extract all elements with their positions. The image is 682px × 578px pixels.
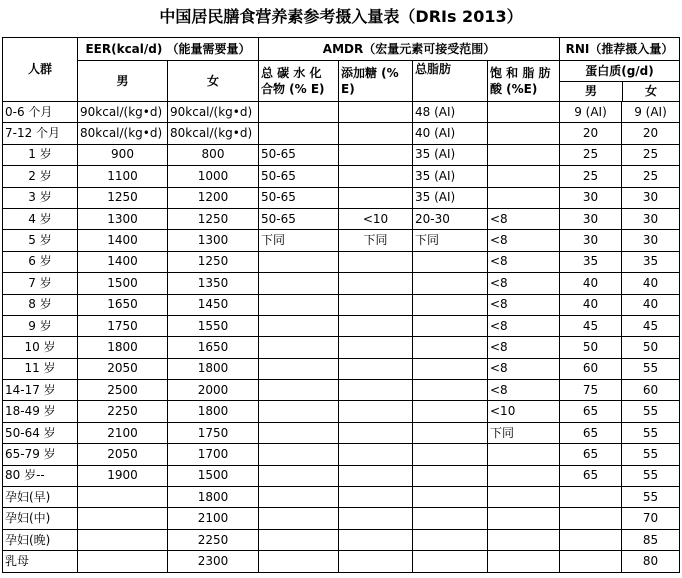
cell-amdr-carb [259, 422, 339, 443]
cell-rni-female: 60 [622, 380, 680, 401]
cell-eer-female: 1450 [168, 294, 259, 315]
cell-eer-male: 2050 [78, 444, 168, 465]
table-row [3, 166, 680, 187]
cell-amdr-sugar [339, 187, 413, 208]
cell-amdr-fat [413, 294, 488, 315]
cell-amdr-sat [488, 465, 560, 486]
header-amdr-carb: 总 碳 水 化 合物 (% E) [259, 61, 339, 102]
cell-eer-female: 1200 [168, 187, 259, 208]
cell-eer-female: 800 [168, 144, 259, 165]
cell-group: 14-17 岁 [3, 380, 78, 401]
cell-eer-female: 1700 [168, 444, 259, 465]
table-row [3, 294, 680, 315]
cell-amdr-sugar [339, 529, 413, 550]
header-amdr-fat: 总脂肪 [413, 61, 488, 102]
cell-amdr-sugar [339, 294, 413, 315]
cell-amdr-fat: 40 (AI) [413, 123, 488, 144]
cell-amdr-sugar [339, 358, 413, 379]
cell-rni-female: 55 [622, 487, 680, 508]
cell-group: 10 岁 [3, 337, 78, 358]
cell-eer-female: 1250 [168, 208, 259, 229]
cell-amdr-carb [259, 337, 339, 358]
cell-rni-female: 55 [622, 358, 680, 379]
cell-amdr-carb [259, 102, 339, 123]
cell-amdr-fat [413, 508, 488, 529]
cell-amdr-sugar [339, 551, 413, 572]
cell-group: 50-64 岁 [3, 422, 78, 443]
cell-amdr-carb [259, 551, 339, 572]
cell-amdr-carb: 50-65 [259, 187, 339, 208]
cell-eer-male: 2250 [78, 401, 168, 422]
cell-rni-male: 30 [560, 187, 622, 208]
cell-eer-male: 2050 [78, 358, 168, 379]
cell-rni-female: 20 [622, 123, 680, 144]
header-eer-male: 男 [78, 61, 168, 102]
table-row [3, 487, 680, 508]
cell-amdr-carb [259, 465, 339, 486]
cell-amdr-carb [259, 273, 339, 294]
cell-amdr-fat [413, 529, 488, 550]
cell-amdr-carb [259, 444, 339, 465]
cell-amdr-fat [413, 487, 488, 508]
cell-group: 18-49 岁 [3, 401, 78, 422]
cell-eer-female: 2250 [168, 529, 259, 550]
cell-eer-female: 1800 [168, 358, 259, 379]
cell-amdr-fat [413, 315, 488, 336]
header-amdr: AMDR（宏量元素可接受范围） [259, 38, 560, 61]
cell-amdr-sugar: <10 [339, 208, 413, 229]
table-row [3, 102, 680, 123]
cell-eer-male: 1300 [78, 208, 168, 229]
cell-amdr-fat [413, 273, 488, 294]
cell-eer-female: 2000 [168, 380, 259, 401]
header-eer: EER(kcal/d) （能量需要量） [78, 38, 259, 61]
cell-amdr-sugar [339, 144, 413, 165]
cell-group: 80 岁-- [3, 465, 78, 486]
cell-amdr-fat: 35 (AI) [413, 187, 488, 208]
header-row-2 [3, 61, 680, 102]
cell-eer-male: 1800 [78, 337, 168, 358]
cell-eer-male: 2100 [78, 422, 168, 443]
cell-rni-female: 85 [622, 529, 680, 550]
cell-eer-female: 2300 [168, 551, 259, 572]
cell-group: 8 岁 [3, 294, 78, 315]
cell-rni-male: 30 [560, 230, 622, 251]
cell-rni-female: 30 [622, 230, 680, 251]
cell-rni-female: 35 [622, 251, 680, 272]
cell-amdr-carb [259, 294, 339, 315]
cell-group: 乳母 [3, 551, 78, 572]
cell-rni-male: 40 [560, 294, 622, 315]
cell-eer-male: 90kcal/(kg•d) [78, 102, 168, 123]
header-rni-sex [560, 81, 679, 101]
header-amdr-sat: 饱 和 脂 肪 酸 (%E) [488, 61, 560, 102]
cell-amdr-fat: 35 (AI) [413, 144, 488, 165]
cell-amdr-fat [413, 401, 488, 422]
cell-eer-female: 1000 [168, 166, 259, 187]
cell-group: 4 岁 [3, 208, 78, 229]
cell-rni-male [560, 508, 622, 529]
cell-amdr-fat [413, 422, 488, 443]
cell-group: 6 岁 [3, 251, 78, 272]
cell-rni-male: 40 [560, 273, 622, 294]
cell-eer-female: 1800 [168, 487, 259, 508]
cell-group: 11 岁 [3, 358, 78, 379]
cell-eer-female: 1300 [168, 230, 259, 251]
cell-amdr-fat [413, 337, 488, 358]
cell-amdr-carb [259, 251, 339, 272]
cell-amdr-carb: 50-65 [259, 208, 339, 229]
table-row [3, 444, 680, 465]
cell-rni-female: 50 [622, 337, 680, 358]
table-row [3, 337, 680, 358]
cell-amdr-fat [413, 551, 488, 572]
cell-amdr-carb [259, 508, 339, 529]
cell-eer-female: 1650 [168, 337, 259, 358]
cell-eer-female: 1250 [168, 251, 259, 272]
cell-rni-female: 30 [622, 208, 680, 229]
cell-rni-female: 40 [622, 273, 680, 294]
cell-eer-male: 900 [78, 144, 168, 165]
cell-amdr-carb [259, 315, 339, 336]
cell-rni-male: 65 [560, 465, 622, 486]
header-rni-protein-group [560, 61, 680, 102]
table-body [3, 102, 680, 573]
table-row [3, 230, 680, 251]
header-rni-male: 男 [560, 82, 623, 101]
cell-amdr-sugar [339, 273, 413, 294]
cell-rni-male: 50 [560, 337, 622, 358]
cell-amdr-sat: <8 [488, 380, 560, 401]
header-row-1 [3, 38, 680, 61]
cell-amdr-fat: 下同 [413, 230, 488, 251]
cell-amdr-carb: 下同 [259, 230, 339, 251]
table-row [3, 401, 680, 422]
cell-amdr-sat [488, 102, 560, 123]
cell-eer-female: 2100 [168, 508, 259, 529]
page-title: 中国居民膳食营养素参考摄入量表（DRIs 2013） [159, 7, 523, 26]
cell-rni-male: 45 [560, 315, 622, 336]
table-row [3, 380, 680, 401]
cell-group: 孕妇(早) [3, 487, 78, 508]
cell-eer-male [78, 551, 168, 572]
cell-amdr-fat [413, 380, 488, 401]
cell-eer-male [78, 508, 168, 529]
cell-rni-female: 25 [622, 144, 680, 165]
cell-rni-female: 9 (AI) [622, 102, 680, 123]
cell-eer-male: 1650 [78, 294, 168, 315]
cell-amdr-fat: 35 (AI) [413, 166, 488, 187]
cell-amdr-carb: 50-65 [259, 166, 339, 187]
cell-amdr-carb [259, 487, 339, 508]
cell-rni-female: 70 [622, 508, 680, 529]
cell-group: 0-6 个月 [3, 102, 78, 123]
table-row [3, 251, 680, 272]
cell-amdr-carb [259, 401, 339, 422]
table-row [3, 358, 680, 379]
cell-amdr-sat [488, 508, 560, 529]
cell-group: 3 岁 [3, 187, 78, 208]
dri-table [2, 37, 680, 573]
cell-rni-male: 30 [560, 208, 622, 229]
cell-rni-female: 80 [622, 551, 680, 572]
cell-rni-female: 45 [622, 315, 680, 336]
cell-amdr-sat [488, 144, 560, 165]
cell-amdr-sat: <8 [488, 315, 560, 336]
cell-amdr-sat: <10 [488, 401, 560, 422]
cell-amdr-sat: <8 [488, 208, 560, 229]
cell-group: 9 岁 [3, 315, 78, 336]
cell-amdr-carb [259, 123, 339, 144]
cell-amdr-sugar [339, 123, 413, 144]
cell-group: 孕妇(中) [3, 508, 78, 529]
table-row [3, 273, 680, 294]
cell-eer-male: 1900 [78, 465, 168, 486]
cell-amdr-sat [488, 551, 560, 572]
cell-amdr-sat [488, 444, 560, 465]
cell-amdr-sugar: 下同 [339, 230, 413, 251]
header-rni: RNI（推荐摄入量） [560, 38, 680, 61]
cell-amdr-sat: <8 [488, 230, 560, 251]
cell-amdr-fat [413, 358, 488, 379]
cell-group: 2 岁 [3, 166, 78, 187]
cell-rni-male [560, 487, 622, 508]
cell-eer-male [78, 487, 168, 508]
cell-rni-female: 55 [622, 401, 680, 422]
cell-eer-male: 1400 [78, 251, 168, 272]
cell-amdr-sat [488, 529, 560, 550]
cell-group: 7 岁 [3, 273, 78, 294]
table-row [3, 529, 680, 550]
cell-amdr-sat: <8 [488, 251, 560, 272]
cell-amdr-sat: <8 [488, 337, 560, 358]
cell-rni-male: 9 (AI) [560, 102, 622, 123]
cell-amdr-sugar [339, 166, 413, 187]
cell-eer-male: 1100 [78, 166, 168, 187]
cell-rni-female: 55 [622, 465, 680, 486]
cell-amdr-sat: <8 [488, 358, 560, 379]
table-row [3, 315, 680, 336]
cell-group: 65-79 岁 [3, 444, 78, 465]
cell-amdr-sugar [339, 380, 413, 401]
cell-rni-male: 20 [560, 123, 622, 144]
cell-amdr-sat [488, 487, 560, 508]
cell-rni-female: 55 [622, 444, 680, 465]
cell-group: 5 岁 [3, 230, 78, 251]
header-rni-protein: 蛋白质(g/d) [585, 64, 654, 78]
cell-amdr-sugar [339, 444, 413, 465]
cell-rni-female: 25 [622, 166, 680, 187]
header-eer-female: 女 [168, 61, 259, 102]
cell-eer-female: 1550 [168, 315, 259, 336]
cell-eer-female: 80kcal/(kg•d) [168, 123, 259, 144]
cell-eer-male: 1750 [78, 315, 168, 336]
header-rni-female: 女 [644, 84, 657, 98]
cell-amdr-sugar [339, 487, 413, 508]
cell-eer-male: 80kcal/(kg•d) [78, 123, 168, 144]
cell-amdr-fat: 48 (AI) [413, 102, 488, 123]
table-row [3, 422, 680, 443]
cell-eer-male: 1250 [78, 187, 168, 208]
cell-amdr-sat [488, 166, 560, 187]
table-row [3, 208, 680, 229]
cell-eer-female: 1350 [168, 273, 259, 294]
cell-eer-male: 1500 [78, 273, 168, 294]
cell-amdr-sat: <8 [488, 273, 560, 294]
cell-rni-male: 65 [560, 401, 622, 422]
cell-amdr-carb: 50-65 [259, 144, 339, 165]
cell-amdr-sugar [339, 337, 413, 358]
cell-rni-male: 75 [560, 380, 622, 401]
cell-rni-male [560, 551, 622, 572]
cell-rni-female: 55 [622, 422, 680, 443]
cell-eer-female: 1750 [168, 422, 259, 443]
cell-group: 7-12 个月 [3, 123, 78, 144]
cell-amdr-sugar [339, 422, 413, 443]
cell-amdr-sugar [339, 251, 413, 272]
cell-amdr-sat: <8 [488, 294, 560, 315]
cell-amdr-fat [413, 444, 488, 465]
cell-rni-male: 65 [560, 422, 622, 443]
cell-amdr-carb [259, 380, 339, 401]
cell-amdr-sugar [339, 465, 413, 486]
cell-amdr-carb [259, 358, 339, 379]
cell-rni-male: 65 [560, 444, 622, 465]
table-row [3, 144, 680, 165]
cell-eer-male: 1400 [78, 230, 168, 251]
cell-rni-male: 60 [560, 358, 622, 379]
cell-amdr-sugar [339, 508, 413, 529]
cell-eer-female: 1500 [168, 465, 259, 486]
cell-amdr-fat [413, 465, 488, 486]
cell-amdr-fat: 20-30 [413, 208, 488, 229]
cell-amdr-sat [488, 187, 560, 208]
cell-rni-female: 30 [622, 187, 680, 208]
cell-eer-male: 2500 [78, 380, 168, 401]
cell-eer-female: 90kcal/(kg•d) [168, 102, 259, 123]
table-row [3, 508, 680, 529]
cell-rni-male: 25 [560, 166, 622, 187]
table-row [3, 123, 680, 144]
cell-eer-male [78, 529, 168, 550]
cell-group: 1 岁 [3, 144, 78, 165]
cell-eer-female: 1800 [168, 401, 259, 422]
cell-amdr-sugar [339, 401, 413, 422]
cell-rni-male: 25 [560, 144, 622, 165]
table-row [3, 187, 680, 208]
cell-rni-male [560, 529, 622, 550]
cell-rni-male: 35 [560, 251, 622, 272]
cell-amdr-fat [413, 251, 488, 272]
cell-amdr-carb [259, 529, 339, 550]
cell-amdr-sugar [339, 315, 413, 336]
table-row [3, 551, 680, 572]
cell-rni-female: 40 [622, 294, 680, 315]
cell-amdr-sugar [339, 102, 413, 123]
header-amdr-sugar: 添加糖 (% E) [339, 61, 413, 102]
cell-amdr-sat: 下同 [488, 422, 560, 443]
table-row [3, 465, 680, 486]
cell-amdr-sat [488, 123, 560, 144]
header-group: 人群 [3, 38, 78, 102]
cell-group: 孕妇(晚) [3, 529, 78, 550]
